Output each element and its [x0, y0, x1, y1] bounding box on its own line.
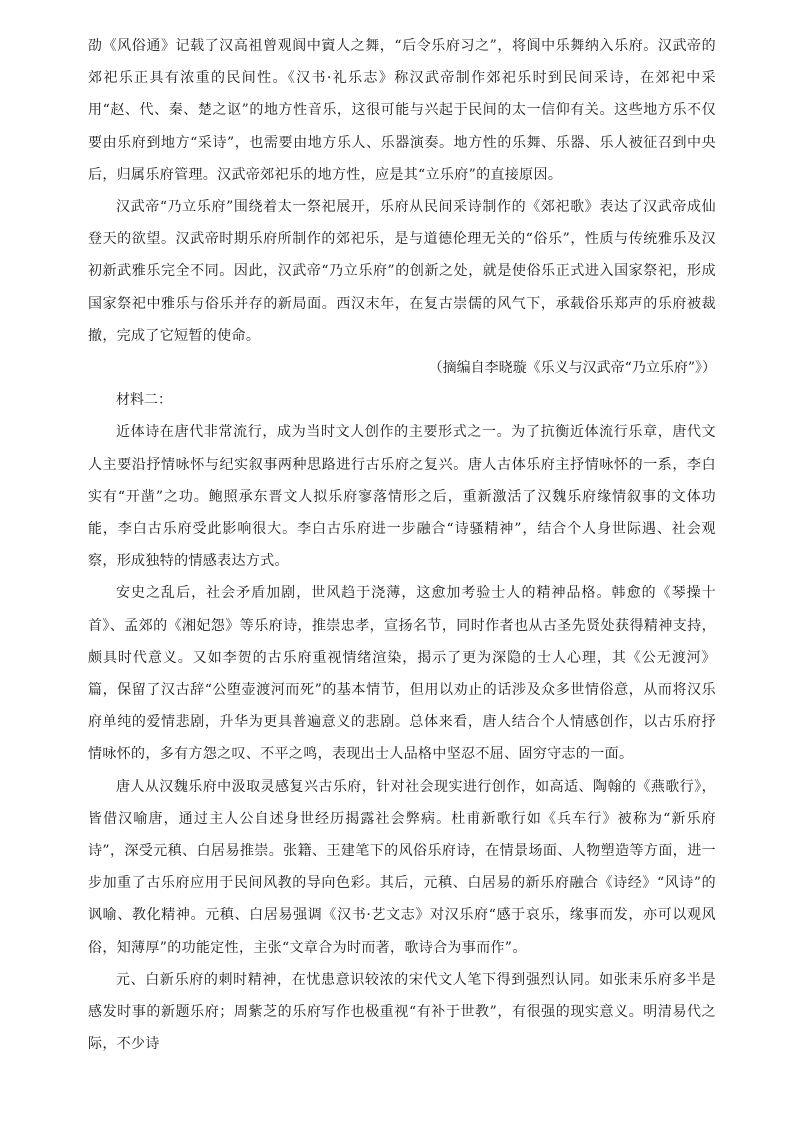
section-heading: 材料二： — [116, 392, 172, 409]
document-page — [88, 30, 716, 1061]
paragraph: 汉武帝“乃立乐府”围绕着太一祭祀展开，乐府从民间采诗制作的《郊祀歌》表达了汉武帝成仙登天的欲望。汉武帝时期乐府所制作的郊祀乐，是与道德伦理无关的“俗乐”，性质与传统雅乐及汉初新武雅乐完全不同。因此，汉武帝“乃立乐府”的创新之处，就是使俗乐正式进入国家祭祀，形成国家祭祀中雅乐与俗乐并存的新局面。西汉末年，在复古崇儒的风气下，承载俗乐郑声的乐府被裁撤，完成了它短暂的使命。 — [88, 199, 716, 344]
paragraph: 劭《风俗通》记载了汉高祖曾观阆中賨人之舞，“后令乐府习之”，将阆中乐舞纳入乐府。汉武帝的郊祀乐正具有浓重的民间性。《汉书·礼乐志》称汉武帝制作郊祀乐时到民间采诗，在郊祀中采用“赵、代、秦、楚之讴”的地方性音乐，这很可能与兴起于民间的太一信仰有关。这些地方乐不仅要由乐府到地方“采诗”，也需要由地方乐人、乐器演奏。地方性的乐舞、乐器、乐人被征召到中央后，归属乐府管理。汉武帝郊祀乐的地方性，应是其“立乐府”的直接原因。 — [88, 38, 716, 183]
paragraph: 安史之乱后，社会矛盾加剧，世风趋于浇薄，这愈加考验士人的精神品格。韩愈的《琴操十首》、孟郊的《湘妃怨》等乐府诗，推崇忠孝，宣扬名节，同时作者也从古圣先贤处获得精神支持，颇具时代意义。又如李贺的古乐府重视情绪渲染，揭示了更为深隐的士人心理，其《公无渡河》篇，保留了汉古辞“公堕壶渡河而死”的基本情节，但用以劝止的话涉及众多世情俗意，从而将汉乐府单纯的爱情悲剧，升华为更具普遍意义的悲剧。总体来看，唐人结合个人情感创作，以古乐府抒情咏怀的，多有方怨之叹、不平之鸣，表现出士人品格中坚忍不屈、固穷守志的一面。 — [88, 585, 716, 763]
paragraph: 近体诗在唐代非常流行，成为当时文人创作的主要形式之一。为了抗衡近体流行乐章，唐代文人主要沿抒情咏怀与纪实叙事两种思路进行古乐府之复兴。唐人古体乐府主抒情咏怀的一系，李白实有“开凿”之功。鲍照承东晋文人拟乐府寥落情形之后，重新激活了汉魏乐府缘情叙事的文体功能，李白古乐府受此影响很大。李白古乐府进一步融合“诗骚精神”，结合个人身世际遇、社会观察，形成独特的情感表达方式。 — [88, 424, 716, 570]
paragraph: 元、白新乐府的刺时精神，在忧患意识较浓的宋代文人笔下得到强烈认同。如张耒乐府多半是感发时事的新题乐府；周紫芝的乐府写作也极重视“有补于世教”，有很强的现实意义。明清易代之际，不少诗 — [88, 971, 716, 1053]
paragraph: 唐人从汉魏乐府中汲取灵感复兴古乐府，针对社会现实进行创作，如高适、陶翰的《燕歌行》，皆借汉喻唐，通过主人公自述身世经历揭露社会弊病。杜甫新歌行如《兵车行》被称为“新乐府诗”，深受元稹、白居易推崇。张籍、王建笔下的风俗乐府诗，在情景场面、人物塑造等方面，进一步加重了古乐府应用于民间风教的导向色彩。其后，元稹、白居易的新乐府融合《诗经》“风诗”的讽喻、教化精神。元稹、白居易强调《汉书·艺文志》对汉乐府“感于哀乐，缘事而发，亦可以观风俗，知薄厚”的功能定性，主张“文章合为时而著，歌诗合为事而作”。 — [88, 778, 716, 956]
source-citation: （摘编自李晓璇《乐义与汉武帝“乃立乐府”》） — [428, 360, 716, 377]
